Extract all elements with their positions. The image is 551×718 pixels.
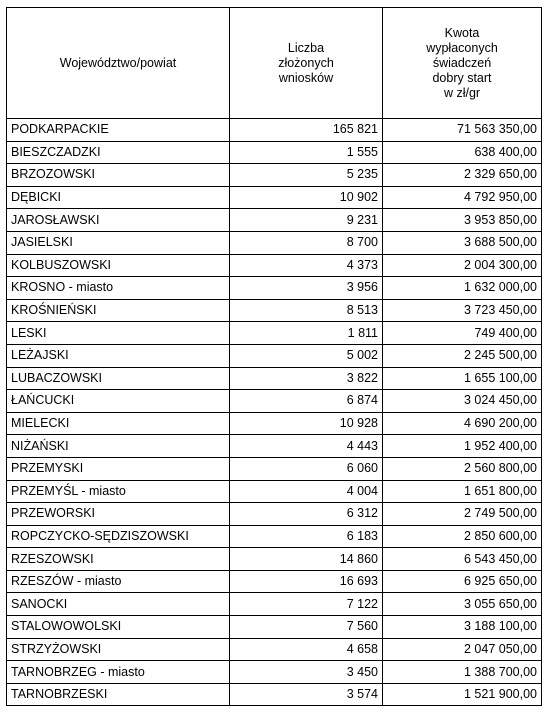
region-cell: STRZYŻOWSKI [7, 638, 230, 661]
amount-cell: 638 400,00 [383, 141, 542, 164]
table-row [7, 344, 542, 367]
amount-cell: 1 651 800,00 [383, 480, 542, 503]
region-cell: JASIELSKI [7, 231, 230, 254]
table-row [7, 412, 542, 435]
region-cell: PRZEMYSKI [7, 457, 230, 480]
amount-cell: 2 047 050,00 [383, 638, 542, 661]
table-row [7, 525, 542, 548]
table-row [7, 322, 542, 345]
region-cell: KROSNO - miasto [7, 277, 230, 300]
table-row [7, 638, 542, 661]
count-cell: 5 235 [230, 164, 383, 187]
region-cell: BIESZCZADZKI [7, 141, 230, 164]
count-cell: 8 513 [230, 299, 383, 322]
table-row [7, 683, 542, 706]
amount-cell: 3 688 500,00 [383, 231, 542, 254]
amount-cell: 3 024 450,00 [383, 390, 542, 413]
region-cell: RZESZOWSKI [7, 548, 230, 571]
count-cell: 1 555 [230, 141, 383, 164]
region-cell: PODKARPACKIE [7, 119, 230, 142]
table-row [7, 390, 542, 413]
benefits-table [6, 7, 542, 706]
header-amount-text [387, 26, 537, 101]
count-cell: 8 700 [230, 231, 383, 254]
count-cell: 6 060 [230, 457, 383, 480]
region-cell: DĘBICKI [7, 186, 230, 209]
table-row [7, 254, 542, 277]
count-cell: 4 373 [230, 254, 383, 277]
amount-cell: 1 655 100,00 [383, 367, 542, 390]
region-cell: PRZEMYŚL - miasto [7, 480, 230, 503]
region-cell: RZESZÓW - miasto [7, 570, 230, 593]
table-row [7, 164, 542, 187]
table-row [7, 616, 542, 639]
region-cell: KROŚNIEŃSKI [7, 299, 230, 322]
count-cell: 3 956 [230, 277, 383, 300]
header-line: dobry start [432, 70, 492, 85]
document-table-wrapper [6, 7, 542, 706]
header-line: Kwota [444, 25, 480, 40]
region-cell: TARNOBRZESKI [7, 683, 230, 706]
header-line: wniosków [278, 70, 334, 85]
region-cell: PRZEWORSKI [7, 503, 230, 526]
count-cell: 14 860 [230, 548, 383, 571]
count-cell: 6 183 [230, 525, 383, 548]
region-cell: SANOCKI [7, 593, 230, 616]
amount-cell: 2 560 800,00 [383, 457, 542, 480]
count-cell: 3 574 [230, 683, 383, 706]
region-cell: TARNOBRZEG - miasto [7, 661, 230, 684]
amount-cell: 6 925 650,00 [383, 570, 542, 593]
region-cell: STALOWOWOLSKI [7, 616, 230, 639]
amount-cell: 3 953 850,00 [383, 209, 542, 232]
region-cell: MIELECKI [7, 412, 230, 435]
region-cell: LUBACZOWSKI [7, 367, 230, 390]
count-cell: 16 693 [230, 570, 383, 593]
count-cell: 3 822 [230, 367, 383, 390]
table-row [7, 570, 542, 593]
amount-cell: 3 055 650,00 [383, 593, 542, 616]
amount-cell: 1 952 400,00 [383, 435, 542, 458]
amount-cell: 4 792 950,00 [383, 186, 542, 209]
region-cell: BRZOZOWSKI [7, 164, 230, 187]
region-cell: NIŻAŃSKI [7, 435, 230, 458]
table-row [7, 209, 542, 232]
region-cell: LESKI [7, 322, 230, 345]
amount-cell: 71 563 350,00 [383, 119, 542, 142]
amount-cell: 749 400,00 [383, 322, 542, 345]
amount-cell: 2 329 650,00 [383, 164, 542, 187]
header-row [7, 8, 542, 119]
header-applications [230, 8, 383, 119]
amount-cell: 1 521 900,00 [383, 683, 542, 706]
table-row [7, 435, 542, 458]
count-cell: 4 443 [230, 435, 383, 458]
table-row [7, 503, 542, 526]
table-row [7, 480, 542, 503]
count-cell: 6 874 [230, 390, 383, 413]
amount-cell: 6 543 450,00 [383, 548, 542, 571]
count-cell: 7 560 [230, 616, 383, 639]
count-cell: 4 004 [230, 480, 383, 503]
table-row [7, 457, 542, 480]
count-cell: 5 002 [230, 344, 383, 367]
amount-cell: 1 632 000,00 [383, 277, 542, 300]
amount-cell: 4 690 200,00 [383, 412, 542, 435]
count-cell: 9 231 [230, 209, 383, 232]
amount-cell: 2 850 600,00 [383, 525, 542, 548]
amount-cell: 3 723 450,00 [383, 299, 542, 322]
count-cell: 6 312 [230, 503, 383, 526]
region-cell: KOLBUSZOWSKI [7, 254, 230, 277]
count-cell: 1 811 [230, 322, 383, 345]
header-amount [383, 8, 542, 119]
header-line: wypłaconych [426, 40, 498, 55]
table-row [7, 186, 542, 209]
header-line: świadczeń [432, 55, 492, 70]
table-row [7, 141, 542, 164]
header-line: złożonych [278, 55, 334, 70]
count-cell: 7 122 [230, 593, 383, 616]
table-row [7, 299, 542, 322]
count-cell: 10 928 [230, 412, 383, 435]
table-row [7, 548, 542, 571]
count-cell: 165 821 [230, 119, 383, 142]
region-cell: JAROSŁAWSKI [7, 209, 230, 232]
amount-cell: 3 188 100,00 [383, 616, 542, 639]
region-cell: ŁAŃCUCKI [7, 390, 230, 413]
count-cell: 10 902 [230, 186, 383, 209]
region-cell: LEŻAJSKI [7, 344, 230, 367]
header-region: Województwo/powiat [7, 8, 230, 119]
amount-cell: 1 388 700,00 [383, 661, 542, 684]
table-row [7, 367, 542, 390]
table-row [7, 593, 542, 616]
amount-cell: 2 749 500,00 [383, 503, 542, 526]
count-cell: 4 658 [230, 638, 383, 661]
header-line: w zł/gr [443, 85, 481, 100]
table-row [7, 119, 542, 142]
table-row [7, 277, 542, 300]
amount-cell: 2 004 300,00 [383, 254, 542, 277]
amount-cell: 2 245 500,00 [383, 344, 542, 367]
table-row [7, 661, 542, 684]
table-row [7, 231, 542, 254]
header-line: Liczba [287, 40, 325, 55]
header-applications-text [234, 41, 378, 86]
table-body [7, 119, 542, 706]
count-cell: 3 450 [230, 661, 383, 684]
region-cell: ROPCZYCKO-SĘDZISZOWSKI [7, 525, 230, 548]
